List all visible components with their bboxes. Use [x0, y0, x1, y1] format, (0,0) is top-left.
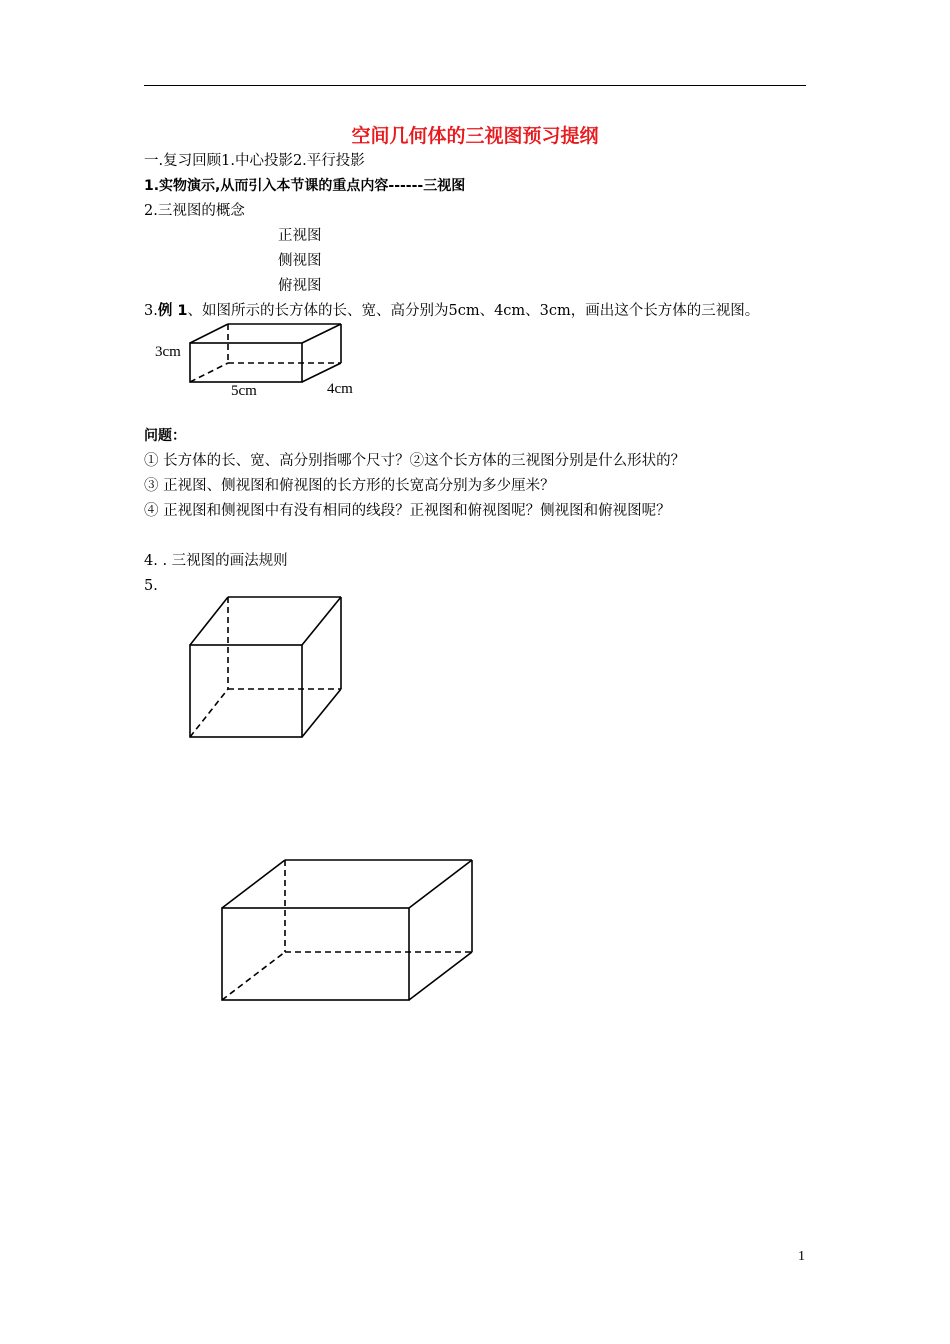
- question-1: ① 长方体的长、宽、高分别指哪个尺寸？②这个长方体的三视图分别是什么形状的？: [144, 453, 686, 469]
- review-line: 一.复习回顾1.中心投影2.平行投影: [144, 153, 365, 169]
- box2-front-face: [222, 908, 409, 1000]
- box2-hidden-edges: [222, 860, 472, 1000]
- height-label: 3cm: [155, 344, 181, 360]
- page-title: 空间几何体的三视图预习提纲: [351, 125, 599, 147]
- item-5: 5.: [144, 578, 158, 594]
- item-1: 1.实物演示,从而引入本节课的重点内容------三视图: [144, 178, 466, 194]
- view-side: 侧视图: [278, 253, 322, 269]
- item-2: 2.三视图的概念: [144, 203, 245, 219]
- view-top: 俯视图: [278, 278, 322, 294]
- questions-heading: 问题：: [144, 428, 186, 444]
- page-number: 1: [798, 1249, 805, 1264]
- length-label: 5cm: [231, 383, 257, 399]
- example-label: 例 1: [157, 303, 188, 319]
- question-4: ④ 正视图和侧视图中有没有相同的线段？正视图和俯视图呢？侧视图和俯视图呢？: [144, 503, 671, 519]
- item-4: 4. . 三视图的画法规则: [144, 553, 288, 569]
- example-text: 、如图所示的长方体的长、宽、高分别为5cm、4cm、3cm，画出这个长方体的三视图。: [187, 303, 760, 319]
- example-prefix: 3.: [144, 303, 158, 319]
- width-label: 4cm: [327, 381, 353, 397]
- question-3: ③ 正视图、侧视图和俯视图的长方形的长宽高分别为多少厘米？: [144, 478, 555, 494]
- view-front: 正视图: [278, 228, 322, 244]
